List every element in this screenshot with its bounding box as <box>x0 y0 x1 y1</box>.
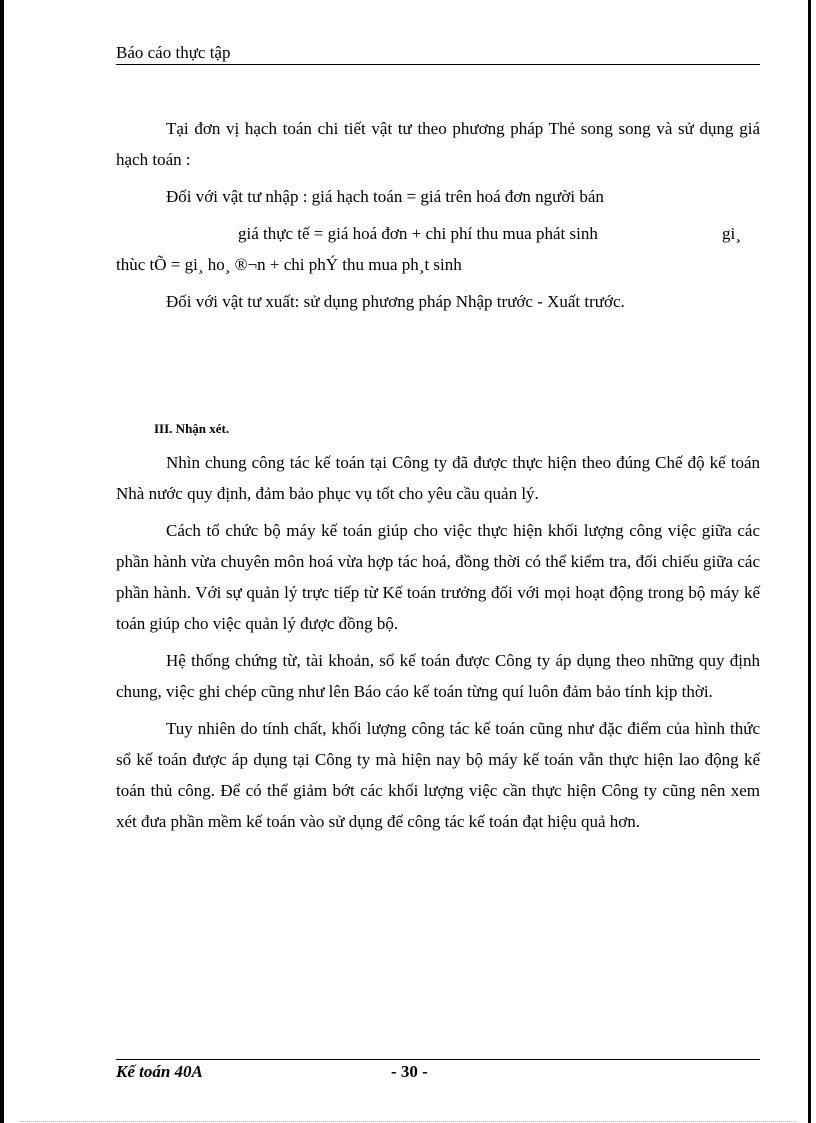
paragraph-1: Nhìn chung công tác kế toán tại Công ty đã được thực hiện theo đúng Chế độ kế toán Nhà nước quy định, đảm bảo phục vụ tốt cho yêu cầu quản lý. <box>116 453 760 503</box>
section-heading: III. Nhận xét. <box>154 421 230 436</box>
intro-paragraph: Tại đơn vị hạch toán chi tiết vật tư theo phương pháp Thẻ song song và sử dụng giá hạch toán : <box>116 119 760 169</box>
header-title: Báo cáo thực tập <box>116 43 231 62</box>
footer-left-text: Kế toán 40A <box>116 1062 203 1081</box>
garbled-line: thùc tÕ = gi¸ ho¸ ®¬n + chi phÝ thu mua ph¸t sinh <box>116 255 462 274</box>
page-bottom-edge <box>20 1121 796 1122</box>
page-header <box>116 42 760 65</box>
actual-price-row <box>116 218 760 249</box>
export-price-line: Đối với vật tư xuất: sử dụng phương pháp Nhập trước - Xuất trước. <box>166 292 625 311</box>
import-price-line: Đối với vật tư nhập : giá hạch toán = giá trên hoá đơn người bán <box>166 187 604 206</box>
paragraph-2: Cách tổ chức bộ máy kế toán giúp cho việc thực hiện khối lượng công việc giữa các phần hành vừa chuyên môn hoá vừa hợp tác hoá, đồng thời có thể kiểm tra, đối chiếu giữa các phần hành. Với sự quản lý trực tiếp từ Kế toán trưởng đối với mọi hoạt động trong bộ máy kế toán giúp cho việc quản lý được đồng bộ. <box>116 521 760 633</box>
garbled-fragment: gi¸ <box>722 224 741 243</box>
page-left-border <box>0 0 4 1123</box>
paragraph-4: Tuy nhiên do tính chất, khối lượng công tác kế toán cũng như đặc điểm của hình thức sổ kế toán được áp dụng tại Công ty mà hiện nay bộ máy kế toán vẫn thực hiện lao động kế toán thủ công. Để có thể giảm bớt các khối lượng việc cần thực hiện Công ty cũng nên xem xét đưa phần mềm kế toán vào sử dụng để công tác kế toán đạt hiệu quả hơn. <box>116 719 760 831</box>
page-number: - 30 - <box>391 1062 428 1081</box>
paragraph-3: Hệ thống chứng từ, tài khoản, sổ kế toán được Công ty áp dụng theo những quy định chung, việc ghi chép cũng như lên Báo cáo kế toán từng quí luôn đảm bảo tính kịp thời. <box>116 651 760 701</box>
page-right-border <box>808 0 811 1123</box>
actual-price-line: giá thực tế = giá hoá đơn + chi phí thu mua phát sinh <box>238 224 598 243</box>
document-body <box>116 113 760 837</box>
footer-rule <box>116 1059 760 1060</box>
